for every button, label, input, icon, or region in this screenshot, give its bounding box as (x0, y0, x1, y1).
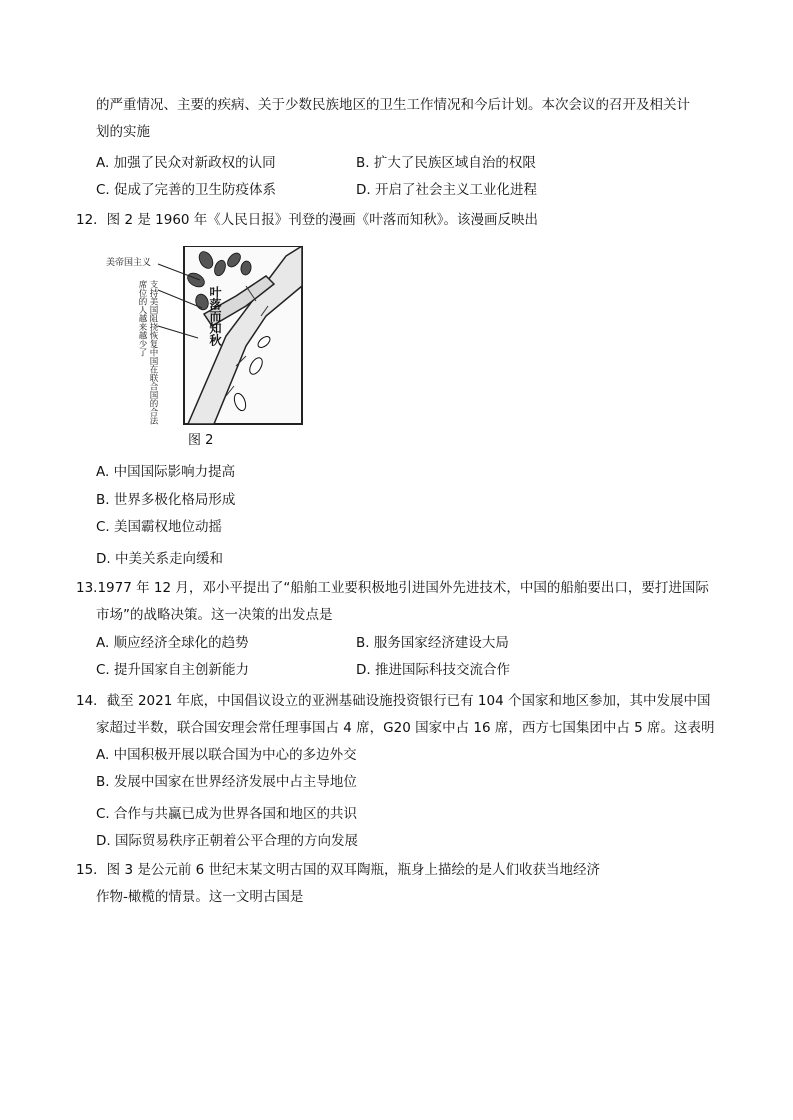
figure-2-cartoon (96, 246, 306, 426)
q11-stem-line-1: 的严重情况、主要的疾病、关于少数民族地区的卫生工作情况和今后计划。本次会议的召开及相关计 (96, 97, 690, 113)
q14-option-c: C. 合作与共赢已成为世界各国和地区的共识 (96, 806, 358, 822)
q14-option-d: D. 国际贸易秩序正朝着公平合理的方向发展 (96, 833, 358, 849)
figure-2-caption: 图 2 (188, 433, 214, 448)
q12-option-a: A. 中国国际影响力提高 (96, 464, 236, 480)
q14-option-b: B. 发展中国家在世界经济发展中占主导地位 (96, 774, 357, 790)
cartoon-label-vertical: 支持美国阻挠恢复中国在联合国的合法席位的人越来越少了 (137, 280, 158, 425)
q12-option-d: D. 中美关系走向缓和 (96, 551, 223, 567)
q12-option-c: C. 美国霸权地位动摇 (96, 519, 223, 535)
q15-stem-line-1: 15．图 3 是公元前 6 世纪末某文明古国的双耳陶瓶，瓶身上描绘的是人们收获当地经济 (76, 862, 601, 878)
q11-option-d: D. 开启了社会主义工业化进程 (356, 182, 537, 198)
q14-stem-line-2: 家超过半数，联合国安理会常任理事国占 4 席，G20 国家中占 16 席，西方七国集团中占 5 席。这表明 (96, 720, 715, 736)
q11-option-c: C. 促成了完善的卫生防疫体系 (96, 182, 277, 198)
q11-option-a: A. 加强了民众对新政权的认同 (96, 155, 276, 171)
q13-option-b: B. 服务国家经济建设大局 (356, 635, 509, 651)
q11-option-b: B. 扩大了民族区域自治的权限 (356, 155, 536, 171)
q13-stem-line-2: 市场”的战略决策。这一决策的出发点是 (96, 607, 333, 623)
cartoon-title-vertical: 叶落而知秋 (208, 286, 222, 346)
q13-option-a: A. 顺应经济全球化的趋势 (96, 635, 249, 651)
q15-stem-line-2: 作物-橄榄的情景。这一文明古国是 (96, 889, 304, 905)
q11-stem-line-2: 划的实施 (96, 124, 150, 140)
q14-option-a: A. 中国积极开展以联合国为中心的多边外交 (96, 747, 357, 763)
q14-stem-line-1: 14．截至 2021 年底，中国倡议设立的亚洲基础设施投资银行已有 104 个国家和地区参加，其中发展中国 (76, 693, 711, 709)
q13-option-c: C. 提升国家自主创新能力 (96, 662, 250, 678)
q12-option-b: B. 世界多极化格局形成 (96, 492, 236, 508)
q13-stem-line-1: 13.1977 年 12 月，邓小平提出了“船舶工业要积极地引进国外先进技术，中国的船舶要出口，要打进国际 (76, 580, 709, 596)
q13-option-d: D. 推进国际科技交流合作 (356, 662, 510, 678)
q12-stem: 12．图 2 是 1960 年《人民日报》刊登的漫画《叶落而知秋》。该漫画反映出 (76, 212, 539, 228)
cartoon-label-us: 美帝国主义 (106, 258, 152, 268)
